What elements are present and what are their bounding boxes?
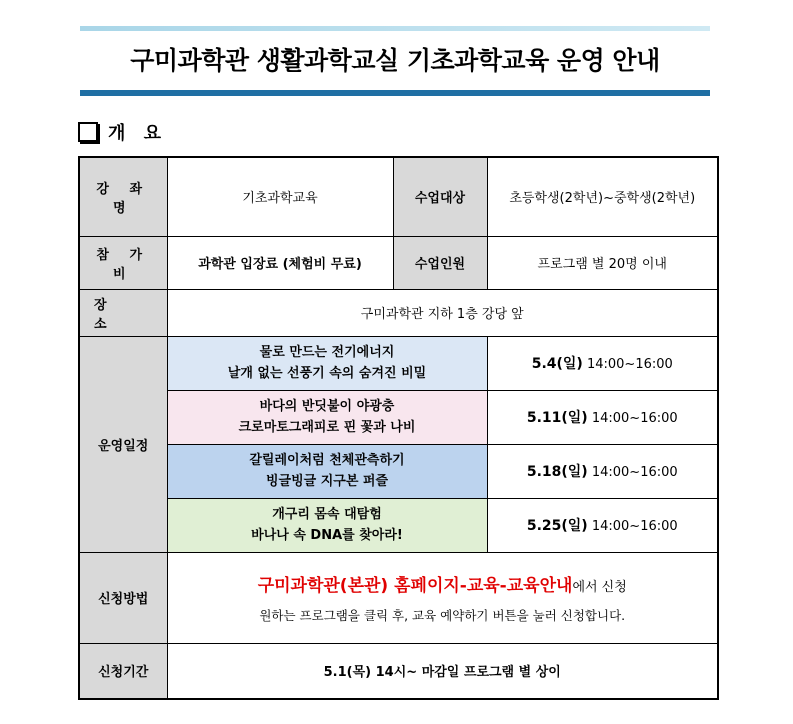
page-title: 구미과학관 생활과학교실 기초과학교육 운영 안내 xyxy=(130,46,660,75)
apply-label: 신청방법 xyxy=(79,552,167,643)
course-label: 강 좌 명 xyxy=(79,157,167,236)
apply-value xyxy=(167,552,718,643)
period-label: 신청기간 xyxy=(79,643,167,699)
section-label: 개 요 xyxy=(108,123,168,144)
capacity-label: 수업인원 xyxy=(393,236,487,289)
program-time: 14:00~16:00 xyxy=(591,519,678,534)
program-line1: 개구리 몸속 대탐험 xyxy=(272,507,382,522)
program-date xyxy=(487,390,718,444)
program-line2: 바나나 속 DNA를 찾아라! xyxy=(251,528,403,543)
schedule-row xyxy=(79,498,718,552)
program-line2: 빙글빙글 지구본 퍼즐 xyxy=(265,474,389,489)
place-label: 장 소 xyxy=(79,289,167,336)
capacity-value: 프로그램 별 20명 이내 xyxy=(487,236,718,289)
apply-link-text: 구미과학관(본관) 홈페이지-교육-교육안내 xyxy=(257,576,573,596)
title-bottom-bar xyxy=(80,90,710,96)
program-date xyxy=(487,498,718,552)
program-title xyxy=(167,498,487,552)
program-time: 14:00~16:00 xyxy=(591,465,678,480)
place-value: 구미과학관 지하 1층 강당 앞 xyxy=(167,289,718,336)
schedule-label: 운영일정 xyxy=(79,336,167,552)
table-row xyxy=(79,552,718,643)
program-line1: 바다의 반딧불이 야광충 xyxy=(259,399,395,414)
period-value: 5.1(목) 14시~ 마감일 프로그램 별 상이 xyxy=(167,643,718,699)
schedule-row xyxy=(79,444,718,498)
program-date-day: 5.25(일) xyxy=(526,518,588,534)
program-date-day: 5.11(일) xyxy=(526,410,588,426)
checkbox-icon xyxy=(78,122,98,142)
apply-suffix: 에서 신청 xyxy=(572,580,627,595)
table-row xyxy=(79,236,718,289)
schedule-row xyxy=(79,336,718,390)
schedule-row xyxy=(79,390,718,444)
table-row xyxy=(79,157,718,236)
fee-label: 참 가 비 xyxy=(79,236,167,289)
target-label: 수업대상 xyxy=(393,157,487,236)
program-date xyxy=(487,336,718,390)
program-line2: 크로마토그래피로 핀 꽃과 나비 xyxy=(238,420,416,435)
fee-value: 과학관 입장료 (체험비 무료) xyxy=(167,236,393,289)
program-date-day: 5.18(일) xyxy=(526,464,588,480)
program-title xyxy=(167,336,487,390)
apply-instructions: 원하는 프로그램을 클릭 후, 교육 예약하기 버튼을 눌러 신청합니다. xyxy=(259,608,626,623)
title-top-bar xyxy=(80,26,710,31)
section-heading xyxy=(78,120,167,144)
program-line1: 갈릴레이처럼 천체관측하기 xyxy=(249,453,405,468)
program-line2: 날개 없는 선풍기 속의 숨겨진 비밀 xyxy=(227,366,427,381)
course-value: 기초과학교육 xyxy=(167,157,393,236)
program-date xyxy=(487,444,718,498)
program-date-day: 5.4(일) xyxy=(531,356,583,372)
program-time: 14:00~16:00 xyxy=(591,411,678,426)
table-row xyxy=(79,643,718,699)
program-title xyxy=(167,390,487,444)
info-table xyxy=(78,156,719,700)
program-line1: 물로 만드는 전기에너지 xyxy=(259,345,395,360)
program-title xyxy=(167,444,487,498)
program-time: 14:00~16:00 xyxy=(586,357,673,372)
target-value: 초등학생(2학년)~중학생(2학년) xyxy=(487,157,718,236)
table-row xyxy=(79,289,718,336)
